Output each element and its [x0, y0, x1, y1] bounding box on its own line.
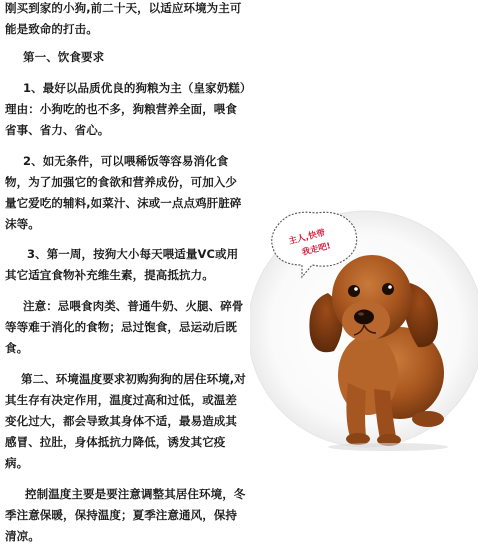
- temperature-paragraph: 控制温度主要是要注意调整其居住环境，冬季注意保暖，保持温度；夏季注意通风，保持清凉。: [5, 487, 246, 543]
- intro-paragraph: 刚买到家的小狗,前二十天，以适应环境为主可能是致命的打击。: [5, 1, 242, 36]
- puppy-illustration-svg: [250, 205, 478, 453]
- section-heading-diet: 第一、饮食要求: [23, 50, 105, 64]
- section-environment-paragraph: 第二、环境温度要求初购狗狗的居住环境,对其生存有决定作用，温度过高和过低，或温差变化过大，都会导致其身体不适，最易造成其感冒、拉肚，身体抵抗力降低，诱发其它疫病。: [5, 372, 246, 470]
- diet-item-2: 2、如无条件，可以喂稀饭等容易消化食物，为了加强它的食欲和营养成份，可加入少量它爱吃的辅料,如菜汁、沫或一点点鸡肝脏碎沫等。: [5, 154, 242, 231]
- diet-item-1: 1、最好以品质优良的狗粮为主（皇家奶糕）理由：小狗吃的也不多，狗粮营养全面，喂食省事、省力、省心。: [5, 81, 246, 137]
- floor-shadow: [328, 443, 448, 451]
- dog-eye-right: [382, 283, 394, 295]
- diet-note: 注意：忌喂食肉类、普通牛奶、火腿、碎骨等等难于消化的食物；忌过饱食，忌运动后既食。: [5, 299, 244, 355]
- dog-nose: [354, 310, 374, 325]
- dog-hind-paw: [412, 411, 444, 427]
- dog-paw-left: [346, 433, 370, 445]
- speech-bubble-line-1: 主人,快带: [287, 228, 327, 247]
- diet-item-3: 3、第一周，按狗大小每天喂适量VC或用其它适宜食物补充维生素，提高抵抗力。: [5, 247, 239, 282]
- dog-eye-left: [348, 285, 360, 297]
- puppy-illustration: [250, 205, 478, 453]
- dog-front-leg-left: [346, 383, 366, 437]
- article-text-column: [5, 0, 247, 547]
- speech-bubble-line-2: 我走吧!: [300, 241, 332, 259]
